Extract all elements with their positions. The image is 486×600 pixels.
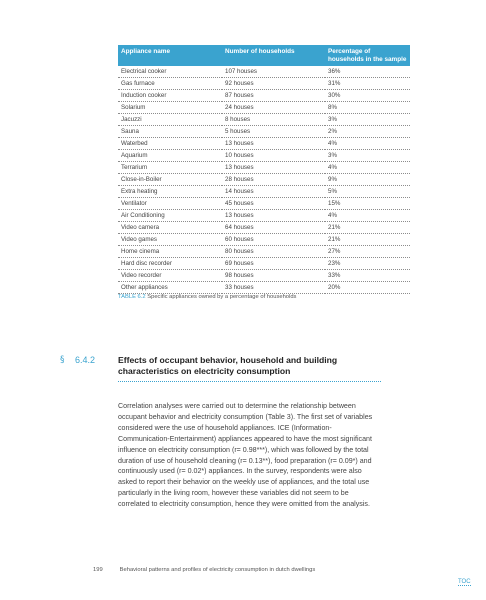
cell-household-count: 45 houses xyxy=(222,198,325,210)
cell-appliance-name: Induction cooker xyxy=(118,90,222,102)
cell-percentage: 4% xyxy=(325,210,410,222)
cell-household-count: 107 houses xyxy=(222,66,325,78)
cell-household-count: 13 houses xyxy=(222,162,325,174)
table-row xyxy=(118,222,410,234)
cell-percentage: 33% xyxy=(325,270,410,282)
cell-appliance-name: Waterbed xyxy=(118,138,222,150)
cell-appliance-name: Jacuzzi xyxy=(118,114,222,126)
cell-household-count: 98 houses xyxy=(222,270,325,282)
cell-household-count: 60 houses xyxy=(222,234,325,246)
table-row xyxy=(118,150,410,162)
cell-appliance-name: Terrarium xyxy=(118,162,222,174)
cell-appliance-name: Ventilator xyxy=(118,198,222,210)
section-title: Effects of occupant behavior, household and building characteristics on electricity consumption xyxy=(118,355,338,376)
cell-percentage: 8% xyxy=(325,102,410,114)
table-row xyxy=(118,114,410,126)
header-number-of-households: Number of households xyxy=(222,45,325,66)
cell-appliance-name: Air Conditioning xyxy=(118,210,222,222)
cell-appliance-name: Video games xyxy=(118,234,222,246)
cell-appliance-name: Home cinema xyxy=(118,246,222,258)
cell-household-count: 8 houses xyxy=(222,114,325,126)
cell-appliance-name: Electrical cooker xyxy=(118,66,222,78)
header-appliance-name: Appliance name xyxy=(118,45,222,66)
body-paragraph: Correlation analyses were carried out to determine the relationship between occupant behavior and electricity consumption (Table 3). The first set of variables considered were the use of household appliances. ICE (Information-Communication-Entertainment) appliances appeared to have the most significant influence on electricity consumption (r= 0.98***), which was followed by the total duration of use of household cleaning (r= 0.13**), food preparation (r= 0.09*) and continuously used (r= 0.02*) appliances. In the survey, respondents were also asked to report their behavior on the weekly use of appliances, and the total use particularly in the living room, however these variables did not seem to be correlated to electricity consumption, hence they were omitted from the analysis. xyxy=(118,402,373,509)
cell-household-count: 33 houses xyxy=(222,282,325,294)
section-number: 6.4.2 xyxy=(75,355,96,365)
table-row xyxy=(118,246,410,258)
table-body xyxy=(118,66,410,294)
table-row xyxy=(118,282,410,294)
cell-percentage: 23% xyxy=(325,258,410,270)
cell-percentage: 15% xyxy=(325,198,410,210)
cell-appliance-name: Video recorder xyxy=(118,270,222,282)
cell-household-count: 28 houses xyxy=(222,174,325,186)
table-row xyxy=(118,90,410,102)
cell-household-count: 92 houses xyxy=(222,78,325,90)
table-row xyxy=(118,162,410,174)
cell-appliance-name: Hard disc recorder xyxy=(118,258,222,270)
toc-link[interactable]: TOC xyxy=(458,579,471,585)
table-row xyxy=(118,174,410,186)
appliance-table xyxy=(118,45,410,294)
table-caption xyxy=(118,294,296,300)
cell-household-count: 64 houses xyxy=(222,222,325,234)
table-row xyxy=(118,78,410,90)
page-number: 199 xyxy=(93,567,103,573)
cell-household-count: 13 houses xyxy=(222,210,325,222)
cell-percentage: 31% xyxy=(325,78,410,90)
cell-appliance-name: Close-in-Boiler xyxy=(118,174,222,186)
table-header xyxy=(118,45,410,66)
section-divider xyxy=(118,381,381,382)
cell-household-count: 5 houses xyxy=(222,126,325,138)
cell-percentage: 3% xyxy=(325,150,410,162)
table-row xyxy=(118,198,410,210)
cell-appliance-name: Video camera xyxy=(118,222,222,234)
cell-household-count: 80 houses xyxy=(222,246,325,258)
header-percentage: Percentage of households in the sample xyxy=(325,45,410,66)
cell-household-count: 13 houses xyxy=(222,138,325,150)
cell-appliance-name: Extra heating xyxy=(118,186,222,198)
cell-appliance-name: Sauna xyxy=(118,126,222,138)
cell-appliance-name: Other appliances xyxy=(118,282,222,294)
section-symbol: § xyxy=(60,355,65,365)
cell-household-count: 14 houses xyxy=(222,186,325,198)
table-row xyxy=(118,126,410,138)
appliance-table-container xyxy=(118,45,410,294)
cell-household-count: 24 houses xyxy=(222,102,325,114)
table-row xyxy=(118,66,410,78)
cell-percentage: 20% xyxy=(325,282,410,294)
page-footer xyxy=(93,567,315,573)
cell-percentage: 27% xyxy=(325,246,410,258)
table-row xyxy=(118,102,410,114)
cell-percentage: 3% xyxy=(325,114,410,126)
cell-percentage: 21% xyxy=(325,234,410,246)
cell-percentage: 36% xyxy=(325,66,410,78)
cell-appliance-name: Gas furnace xyxy=(118,78,222,90)
table-row xyxy=(118,210,410,222)
caption-label: TABLE 6.2 xyxy=(118,294,146,300)
cell-household-count: 10 houses xyxy=(222,150,325,162)
cell-percentage: 4% xyxy=(325,162,410,174)
table-row xyxy=(118,234,410,246)
table-row xyxy=(118,258,410,270)
cell-percentage: 2% xyxy=(325,126,410,138)
cell-percentage: 21% xyxy=(325,222,410,234)
footer-title: Behavioral patterns and profiles of electricity consumption in dutch dwellings xyxy=(119,567,316,573)
cell-percentage: 4% xyxy=(325,138,410,150)
table-row xyxy=(118,138,410,150)
cell-percentage: 30% xyxy=(325,90,410,102)
cell-appliance-name: Solarium xyxy=(118,102,222,114)
cell-percentage: 5% xyxy=(325,186,410,198)
cell-household-count: 69 houses xyxy=(222,258,325,270)
cell-percentage: 9% xyxy=(325,174,410,186)
cell-appliance-name: Aquarium xyxy=(118,150,222,162)
caption-text: Specific appliances owned by a percentage of households xyxy=(147,294,297,300)
table-row xyxy=(118,186,410,198)
table-row xyxy=(118,270,410,282)
cell-household-count: 87 houses xyxy=(222,90,325,102)
